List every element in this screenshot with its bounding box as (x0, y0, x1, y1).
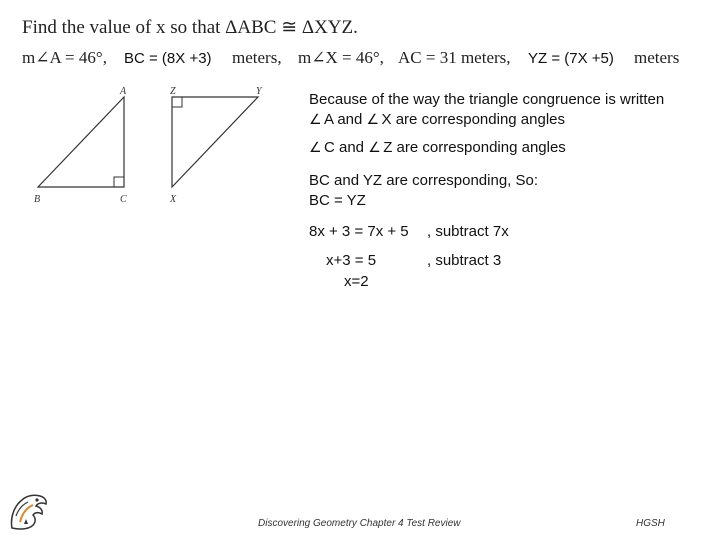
line3-part-a: C and (324, 139, 365, 156)
angle-icon: ∠ (366, 111, 380, 127)
vertex-label-z: Z (170, 86, 176, 97)
triangle-abc (34, 86, 127, 205)
vertex-label-y: Y (256, 86, 262, 97)
footer-course-title: Discovering Geometry Chapter 4 Test Review (258, 518, 461, 529)
explanation-line-2 (309, 111, 565, 128)
given-ac-measure: AC = 31 meters, (398, 48, 511, 67)
given-bc-expression: BC = (8X +3) (124, 50, 212, 67)
angle-icon: ∠ (309, 139, 322, 155)
line2-part-b: X are corresponding angles (381, 111, 565, 128)
given-yz-expression: YZ = (7X +5) (528, 50, 614, 67)
triangle-abc-shape (38, 97, 124, 187)
cougar-mascot-logo-icon (6, 488, 52, 534)
angle-icon: ∠ (309, 111, 322, 127)
given-meters-2: meters (634, 48, 680, 67)
explanation-line-1: Because of the way the triangle congruence is written (309, 91, 665, 108)
problem-title: Find the value of x so that ΔABC ≅ ΔXYZ. (22, 17, 358, 38)
equation-2-note: , subtract 3 (427, 252, 502, 269)
vertex-label-x: X (170, 194, 177, 205)
vertex-label-c: C (120, 194, 127, 205)
given-meters-1: meters, (232, 48, 282, 67)
given-angle-a: m∠A = 46°, (22, 48, 107, 67)
final-answer: x=2 (344, 273, 369, 290)
explanation-line-3 (309, 139, 566, 156)
triangle-xyz-shape (172, 97, 258, 187)
equation-1-note: , subtract 7x (427, 223, 509, 240)
triangle-diagrams (0, 80, 300, 210)
given-angle-x: m∠X = 46°, (298, 48, 384, 67)
explanation-line-5: BC = YZ (309, 192, 366, 209)
triangle-xyz (169, 86, 263, 205)
footer-school: HGSH (636, 518, 665, 529)
vertex-label-b: B (34, 194, 41, 205)
explanation-line-4: BC and YZ are corresponding, So: (309, 172, 539, 189)
equation-2: x+3 = 5 (326, 252, 377, 269)
angle-icon: ∠ (368, 139, 381, 155)
line2-part-a: A and (324, 111, 363, 128)
vertex-label-a: A (120, 86, 127, 97)
equation-1: 8x + 3 = 7x + 5 (309, 223, 409, 240)
right-angle-mark-z (172, 97, 182, 107)
right-angle-mark-c (114, 177, 124, 187)
line3-part-b: Z are corresponding angles (383, 139, 566, 156)
